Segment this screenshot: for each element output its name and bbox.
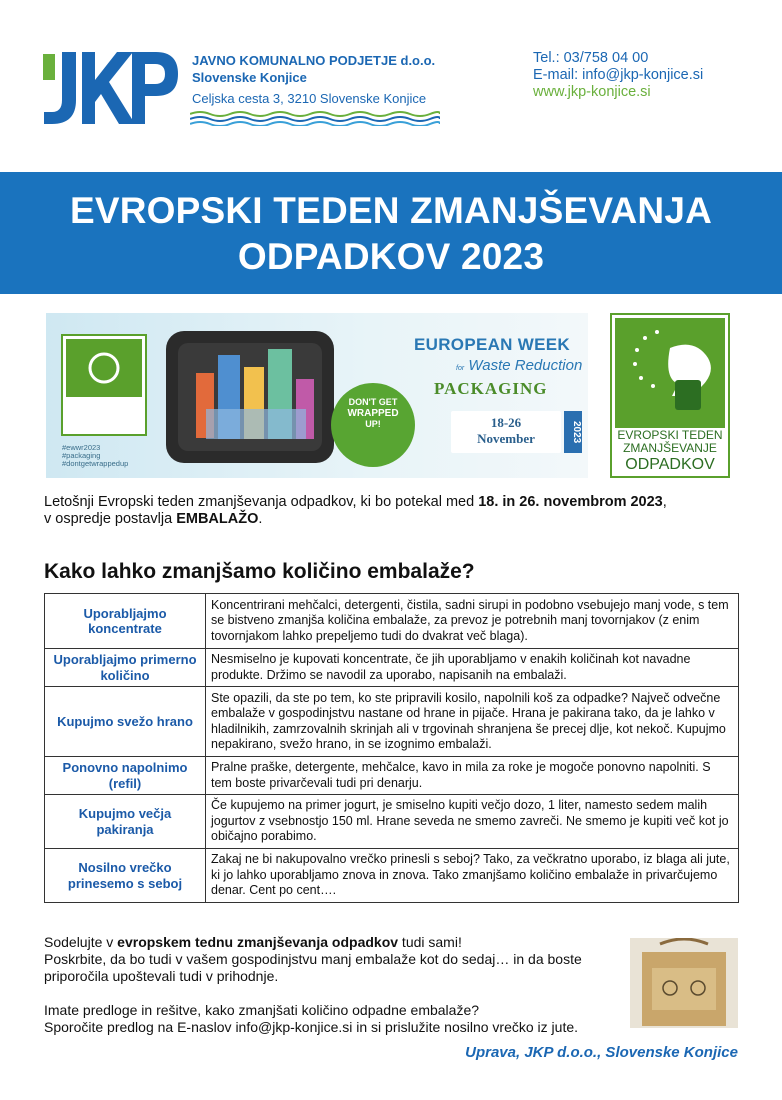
jkp-logo (40, 48, 180, 128)
hashtags: #ewwr2023 #packaging #dontgetwrappedup (62, 443, 129, 468)
tip-text: Nesmiselno je kupovati koncentrate, če jih uporabljamo v enakih količinah kot navadne produkte. Držimo se navodil za uporabo, napisanih na embalaži. (206, 649, 739, 687)
banner-year: 2023 (564, 411, 582, 453)
tips-table (44, 593, 739, 903)
tip-title: Ponovno napolnimo (refil) (45, 757, 206, 795)
tip-title: Uporabljajmo koncentrate (45, 594, 206, 649)
table-row (45, 757, 739, 795)
participate-paragraph: Sodelujte v evropskem tednu zmanjševanja odpadkov tudi sami! Poskrbite, da bo tudi v vašem gospodinjstvu manj embalaže kot do sedaj… in da boste priporočila upoštevali tudi v prihodnje. (44, 934, 582, 984)
waves-decoration (190, 110, 440, 126)
ewwr-slovene-logo (610, 313, 730, 478)
jute-bag-image (630, 938, 738, 1028)
company-name: JAVNO KOMUNALNO PODJETJE d.o.o. (192, 53, 436, 68)
company-info (192, 52, 435, 107)
phone-text: Tel.: 03/758 04 00 (533, 50, 649, 66)
table-row (45, 795, 739, 849)
email-text[interactable]: E-mail: info@jkp-konjice.si (533, 67, 704, 83)
tip-title: Kupujmo svežo hrano (45, 687, 206, 757)
suggestion-paragraph: Imate predloge in rešitve, kako zmanjšati količino odpadne embalaže? Sporočite predlog na E-naslov info@jkp-konjice.si in si prislužite nosilno vrečko iz jute. (44, 1002, 579, 1035)
company-city: Slovenske Konjice (192, 70, 307, 85)
banner-dates: 18-26 November (451, 411, 561, 453)
dont-get-wrapped-badge: DON'T GET WRAPPED UP! (347, 397, 399, 429)
website-link[interactable]: www.jkp-konjice.si (533, 84, 651, 100)
title-line-2: ODPADKOV 2023 (237, 236, 545, 277)
table-row (45, 594, 739, 649)
banner-theme: PACKAGING (434, 379, 548, 398)
banner-headline: EUROPEAN WEEK (414, 335, 570, 354)
ewwr-logo-text: EVROPSKI TEDEN ZMANJŠEVANJE ODPADKOV (617, 428, 723, 473)
table-row (45, 849, 739, 903)
title-line-1: EVROPSKI TEDEN ZMANJŠEVANJA (69, 190, 713, 231)
tip-text: Če kupujemo na primer jogurt, je smiselno kupiti večjo dozo, 1 liter, namesto sedem malih jogurtov z vsebnostjo 150 ml. Hrane seveda ne smemo zavreči. Ne smemo je kupiti več kot jo običajno porabimo. (206, 795, 739, 849)
tip-text: Ste opazili, da ste po tem, ko ste pripravili kosilo, napolnili koš za odpadke? Največ odvečne embalaže v gospodinjstvu nastane od hrane in pijače. Hrana je pakirana tako, da je lahko v hladilnikih, zamrzovalnih skrinjah ali v trgovinah shranjena še precej dlje, kot nekoč. Kupujmo nepakirano, svežo hrano, in se izognimo embalaži. (206, 687, 739, 757)
intro-paragraph: Letošnji Evropski teden zmanjševanja odpadkov, ki bo potekal med 18. in 26. novembrom 2023, v ospredje postavlja EMBALAŽO. (44, 494, 667, 527)
closing-text (44, 934, 624, 1053)
table-row (45, 649, 739, 687)
tip-title: Nosilno vrečko prinesemo s seboj (45, 849, 206, 903)
title-band (0, 172, 782, 294)
tip-text: Pralne praške, detergente, mehčalce, kavo in mila za roke je mogoče ponovno napolniti. S tem boste privarčevali tudi pri denarju. (206, 757, 739, 795)
section-heading: Kako lahko zmanjšamo količino embalaže? (44, 560, 475, 583)
table-row (45, 687, 739, 757)
tip-text: Koncentrirani mehčalci, detergenti, čistila, sadni sirupi in podobno vsebujejo manj vode, s tem se bistveno zmanjša količina embalaže, za prevoz je potrebnih manj tovornjakov (z enim tovornjakom lahko prepeljemo tudi do dvakrat več blaga). (206, 594, 739, 649)
signature: Uprava, JKP d.o.o., Slovenske Konjice (465, 1044, 738, 1061)
tip-text: Zakaj ne bi nakupovalno vrečko prinesli s seboj? Tako, za večkratno uporabo, iz blaga ali jute, ki jo lahko uporabljamo znova in znova. Tako zmanjšamo količino embalaže in privarčujemo denar. Cent po cent…. (206, 849, 739, 903)
contact-info (533, 50, 703, 101)
tip-title: Kupujmo večja pakiranja (45, 795, 206, 849)
ewwr-banner (46, 313, 588, 478)
banner-subheadline: for Waste Reduction (456, 357, 583, 374)
company-address: Celjska cesta 3, 3210 Slovenske Konjice (192, 91, 427, 106)
ewwr-logo-graphic (615, 318, 725, 428)
tip-title: Uporabljajmo primerno količino (45, 649, 206, 687)
